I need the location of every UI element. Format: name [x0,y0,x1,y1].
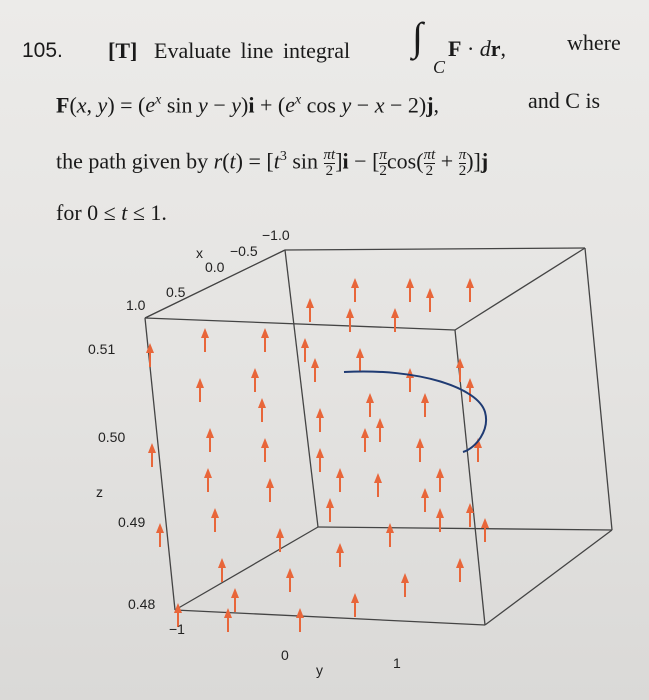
field-arrow-head [374,473,382,483]
field-arrow-head [316,408,324,418]
field-arrow-head [426,288,434,298]
x-tick-label: 0.0 [205,259,225,275]
path-definition: the path given by $r(t) = [t^3$ $\sin \frac{\pi t}{2}$ ]$i - [\frac{\pi}{2}$ $\cos(\frac{\pi t}{2}$ + $\frac{\pi}{2}$ )]j [56,146,489,179]
field-arrow-head [231,588,239,598]
field-arrow-head [346,308,354,318]
x-tick-label: 0.5 [166,284,186,300]
z-axis-title: z [96,484,103,500]
field-arrow-head [376,418,384,428]
z-tick-label: 0.50 [98,429,126,445]
field-arrow-head [456,358,464,368]
y-tick-label: −1 [169,621,185,637]
problem-tag: [T] [108,38,138,63]
field-arrow-head [201,328,209,338]
x-tick-label: −0.5 [230,243,258,259]
z-tick-label: 0.51 [88,341,116,357]
field-arrow-head [276,528,284,538]
field-arrow-head [261,328,269,338]
z-tick-label: 0.48 [128,596,156,612]
field-arrow-head [401,573,409,583]
z-tick-label: 0.49 [118,514,146,530]
field-arrow-head [326,498,334,508]
field-arrow-head [351,278,359,288]
field-arrow-head [421,488,429,498]
field-arrow-head [406,368,414,378]
field-arrow-head [416,438,424,448]
field-arrow-head [466,378,474,388]
field-arrow-head [406,278,414,288]
field-arrow-head [421,393,429,403]
field-arrow-head [156,523,164,533]
y-axis-title: y [316,662,323,678]
field-arrow-head [204,468,212,478]
field-arrows [146,278,489,632]
parameter-range: for 0 ≤ t ≤ 1. [56,200,167,225]
field-arrow-head [206,428,214,438]
field-arrow-head [261,438,269,448]
integral-subscript: C [433,57,446,77]
field-arrow-head [148,443,156,453]
field-arrow-head [301,338,309,348]
integral-sign: ∫ [412,14,423,59]
x-axis-title: x [196,245,203,261]
instruction-text: Evaluate line integral [154,38,351,63]
field-arrow-head [286,568,294,578]
field-arrow-head [481,518,489,528]
field-arrow-head [218,558,226,568]
x-tick-label: 1.0 [126,297,146,313]
field-arrow-head [316,448,324,458]
field-arrow-head [436,508,444,518]
y-tick-label: 1 [393,655,401,671]
field-arrow-head [296,608,304,618]
field-arrow-head [366,393,374,403]
integrand: F · dr, [448,36,507,61]
field-arrow-head [306,298,314,308]
and-c-is: and C is [528,88,601,113]
field-arrow-head [266,478,274,488]
field-arrow-head [456,558,464,568]
field-arrow-head [466,278,474,288]
field-arrow-head [251,368,259,378]
field-arrow-head [258,398,266,408]
field-arrow-head [361,428,369,438]
bounding-box [145,248,612,625]
y-tick-label: 0 [281,647,289,663]
field-arrow-head [196,378,204,388]
field-arrow-head [351,593,359,603]
field-arrow-head [356,348,364,358]
where-word: where [567,30,621,55]
problem-number: 105. [22,39,63,62]
field-arrow-head [391,308,399,318]
x-tick-label: −1.0 [262,227,290,243]
field-arrow-head [311,358,319,368]
field-definition: F(x, $y) = (e^x$ $\sin y - y)i + (e^x$ cos y − x − 2)j, [56,92,440,118]
field-arrow-head [336,543,344,553]
field-arrow-head [211,508,219,518]
field-arrow-head [336,468,344,478]
field-arrow-head [436,468,444,478]
